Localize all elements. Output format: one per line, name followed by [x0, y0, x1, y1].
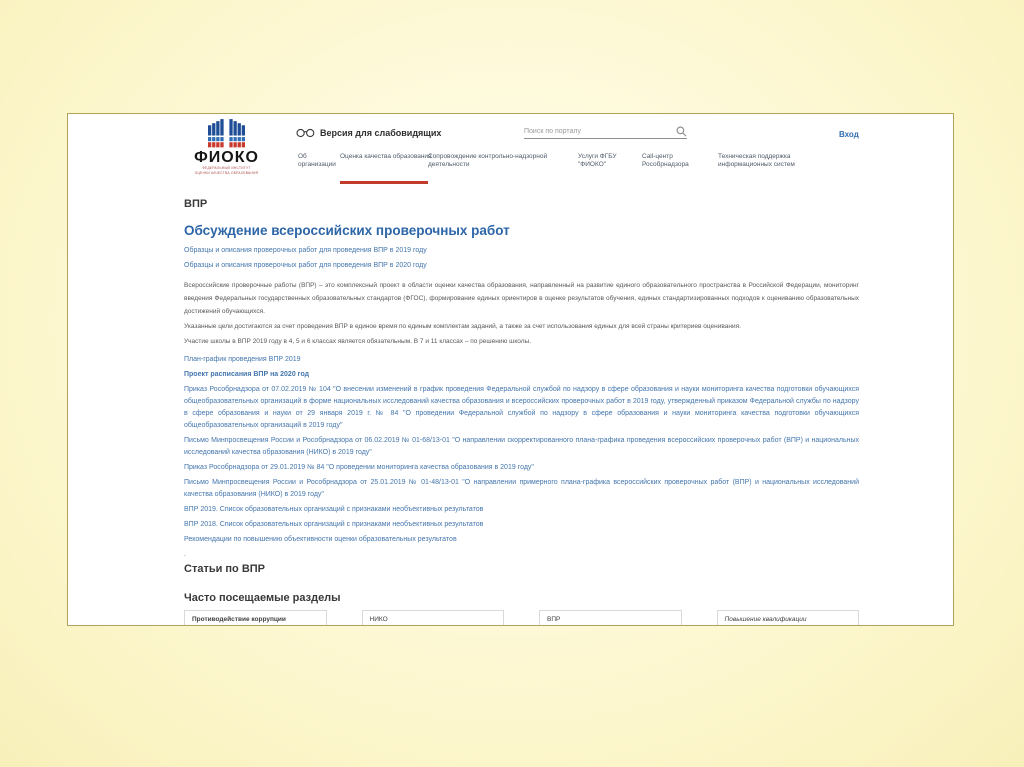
paragraph-vpr-description: Всероссийские проверочные работы (ВПР) – это комплексный проект в области оценки качества образования, направленный на развитие единого образовательного пространства в Российской Федерации, мониторинг введения Федеральных государственных образовательных стандартов (ФГОС), формирование единых ориентиров в оценке результатов обучения, единых стандартизированных подходов к оцениванию образовательных достижений обучающихся. [184, 282, 859, 315]
login-link[interactable]: Вход [839, 130, 859, 139]
open-book-logo-icon [208, 119, 245, 149]
search-input[interactable] [524, 126, 676, 138]
nav-item-techsupport[interactable]: Техническая поддержка информационных систем [718, 153, 795, 168]
glasses-icon [296, 128, 315, 138]
site-header [68, 114, 953, 198]
section-card-qualification[interactable]: Повышение квалификации [717, 610, 860, 626]
logo-tagline-line2: ОЦЕНКИ КАЧЕСТВА ОБРАЗОВАНИЯ [194, 170, 259, 175]
link-draft-schedule-2020[interactable]: Проект расписания ВПР на 2020 год [184, 371, 310, 378]
link-samples-2020[interactable]: Образцы и описания проверочных работ для проведения ВПР в 2020 году [184, 262, 427, 269]
link-schedule-2019[interactable]: План-график проведения ВПР 2019 [184, 356, 301, 363]
site-logo[interactable] [189, 119, 264, 175]
logo-tagline-line1: ФЕДЕРАЛЬНЫЙ ИНСТИТУТ [202, 166, 251, 170]
accessibility-label: Версия для слабовидящих [320, 128, 442, 138]
nav-item-supervision[interactable]: Сопровождение контрольно-надзорной деятельности [428, 153, 548, 168]
accessibility-version-link[interactable] [296, 128, 441, 138]
link-vpr2019-list[interactable]: ВПР 2019. Список образовательных организаций с признаками необъективных результатов [184, 506, 484, 513]
paragraph-goals: Указанные цели достигаются за счет проведения ВПР в единое время по единым комплектам заданий, а также за счет использования единых для всей страны критериев оценивания. [184, 323, 741, 330]
website-page [67, 113, 954, 626]
popular-sections-row [184, 610, 859, 626]
link-letter-01-68[interactable]: Письмо Минпросвещения России и Рособрнадзора от 06.02.2019 № 01-68/13-01 "О направлении скорректированного плана-графика проведения всероссийских проверочных работ (ВПР) и национальных исследований качества образования (НИКО) в 2019 году" [184, 437, 859, 456]
section-card-vpr[interactable]: ВПР [539, 610, 682, 626]
section-card-niko[interactable]: НИКО [362, 610, 505, 626]
section-heading: Обсуждение всероссийских проверочных работ [184, 223, 510, 238]
search-bar [524, 126, 687, 139]
nav-item-callcenter[interactable]: Call-центр Рособрнадзора [642, 153, 689, 168]
link-order-104[interactable]: Приказ Рособрнадзора от 07.02.2019 № 104 "О внесении изменений в график проведения Федеральной службой по надзору в сфере образования и науки мониторинга качества подготовки обучающихся общеобразовательных организаций в форме национальных исследований качества образования и всероссийских проверочных работ в 2019 году, утвержденный приказом Федеральной службы по надзору в сфере образования и науки от 29 января 2019 г. № 84 "О проведении Федеральной службой по надзору в сфере образования и науки мониторинга качества подготовки обучающихся общеобразовательных организаций в 2019 году" [184, 386, 859, 429]
link-recommendations[interactable]: Рекомендации по повышению объективности оценки образовательных результатов [184, 536, 457, 543]
nav-item-about[interactable]: Об организации [298, 153, 336, 168]
nav-item-services[interactable]: Услуги ФГБУ "ФИОКО" [578, 153, 617, 168]
active-nav-underline [340, 181, 428, 184]
link-letter-01-48[interactable]: Письмо Минпросвещения России и Рособрнадзора от 25.01.2019 № 01-48/13-01 "О направлении примерного плана-графика всероссийских проверочных работ (ВПР) и национальных исследований качества образования (НИКО) в 2019 году" [184, 479, 859, 498]
logo-text: ФИОКО [194, 149, 259, 166]
paragraph-participation: Участие школы в ВПР 2019 году в 4, 5 и 6 классах является обязательным. В 7 и 11 классах – по решению школы. [184, 338, 532, 345]
link-vpr2018-list[interactable]: ВПР 2018. Список образовательных организаций с признаками необъективных результатов [184, 521, 484, 528]
section-card-anticorruption[interactable]: Противодействие коррупции [184, 610, 327, 626]
articles-heading: Статьи по ВПР [184, 563, 266, 575]
main-content [68, 198, 953, 626]
nav-item-quality[interactable]: Оценка качества образования [340, 153, 432, 160]
link-samples-2019[interactable]: Образцы и описания проверочных работ для проведения ВПР в 2019 году [184, 247, 427, 254]
link-order-84[interactable]: Приказ Рособрнадзора от 29.01.2019 № 84 "О проведении мониторинга качества образования в 2019 году" [184, 464, 534, 471]
search-icon[interactable] [676, 126, 687, 137]
popular-sections-heading: Часто посещаемые разделы [184, 592, 341, 604]
trailing-dot: . [184, 551, 186, 558]
page-title: ВПР [184, 198, 208, 210]
